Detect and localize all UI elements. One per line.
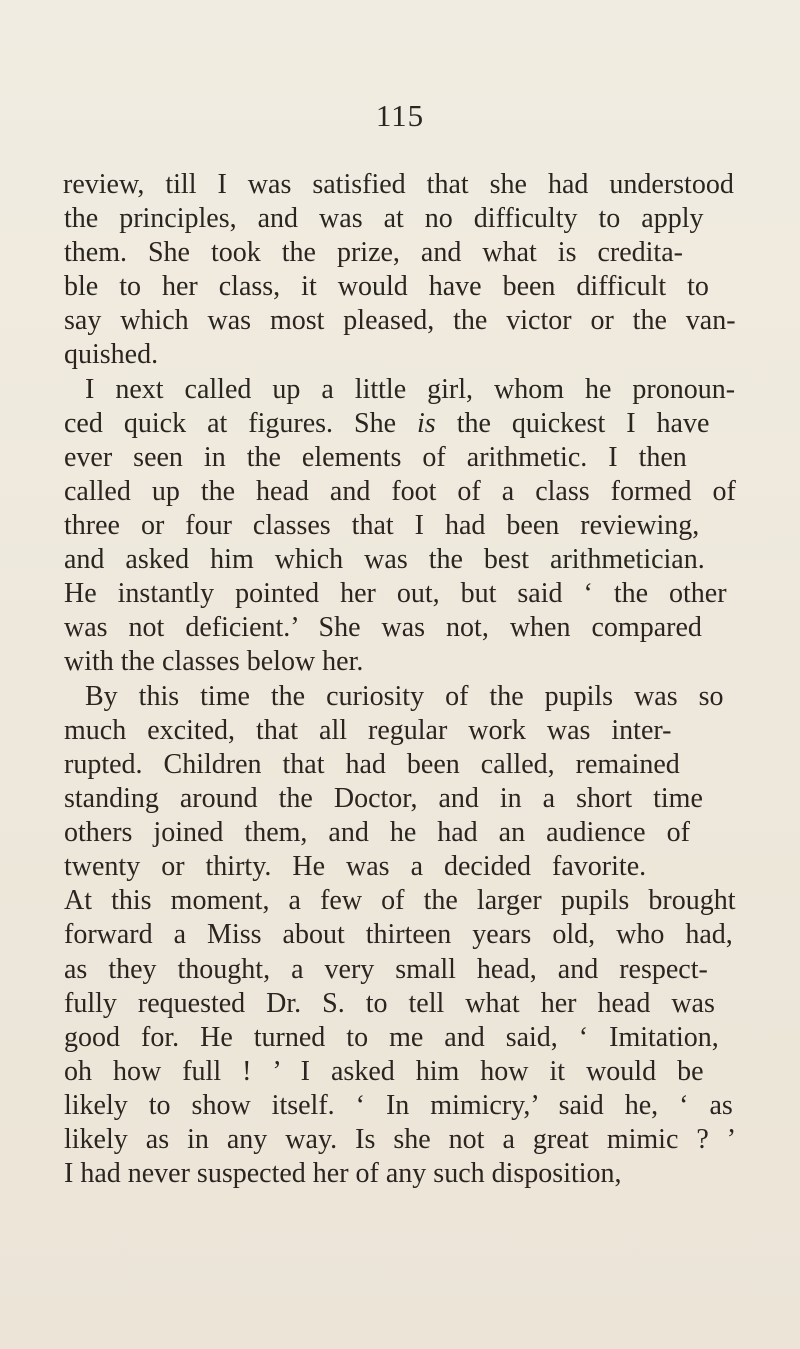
text-line: quished. [64, 339, 159, 370]
text-line: good for. He turned to me and said, ‘ Imitation, [64, 1022, 719, 1053]
text-line: the principles, and was at no difficulty to apply [64, 203, 704, 234]
text-line: forward a Miss about thirteen years old, who had, [64, 919, 733, 950]
text-line: oh how full ! ’ I asked him how it would be [64, 1056, 704, 1087]
text-line: I had never suspected her of any such disposition, [64, 1158, 622, 1189]
text-line: fully requested Dr. S. to tell what her head was [64, 988, 715, 1019]
text-line: He instantly pointed her out, but said ‘ the other [64, 578, 727, 609]
text-line: as they thought, a very small head, and respect- [64, 954, 708, 985]
text-line: was not deficient.’ She was not, when compared [64, 612, 702, 643]
text-line: likely to show itself. ‘ In mimicry,’ said he, ‘ as [64, 1090, 733, 1121]
text-line: three or four classes that I had been reviewing, [64, 510, 700, 541]
text-line: likely as in any way. Is she not a great mimic ? ’ [64, 1124, 737, 1155]
text-line: By this time the curiosity of the pupils was so [85, 681, 724, 712]
text-line: others joined them, and he had an audience of [64, 817, 690, 848]
text-line: them. She took the prize, and what is credita- [64, 237, 683, 268]
text-line: ble to her class, it would have been difficult to [64, 271, 709, 302]
text-line: say which was most pleased, the victor or the van- [64, 305, 736, 336]
text-line: ced quick at figures. She is the quickest I have [64, 408, 710, 439]
text-line: At this moment, a few of the larger pupils brought [64, 885, 736, 916]
text-line: review, till I was satisfied that she had understood [63, 169, 734, 200]
text-line: ever seen in the elements of arithmetic. I then [64, 442, 687, 473]
text-line: twenty or thirty. He was a decided favorite. [64, 851, 647, 882]
text-line: standing around the Doctor, and in a short time [64, 783, 703, 814]
text-line: with the classes below her. [64, 646, 364, 677]
text-line: I next called up a little girl, whom he pronoun- [85, 374, 736, 405]
text-line: called up the head and foot of a class formed of [64, 476, 736, 507]
text-line: rupted. Children that had been called, remained [64, 749, 680, 780]
text-line: much excited, that all regular work was inter- [64, 715, 672, 746]
page-number: 115 [375, 98, 425, 133]
text-line: and asked him which was the best arithmetician. [64, 544, 705, 575]
